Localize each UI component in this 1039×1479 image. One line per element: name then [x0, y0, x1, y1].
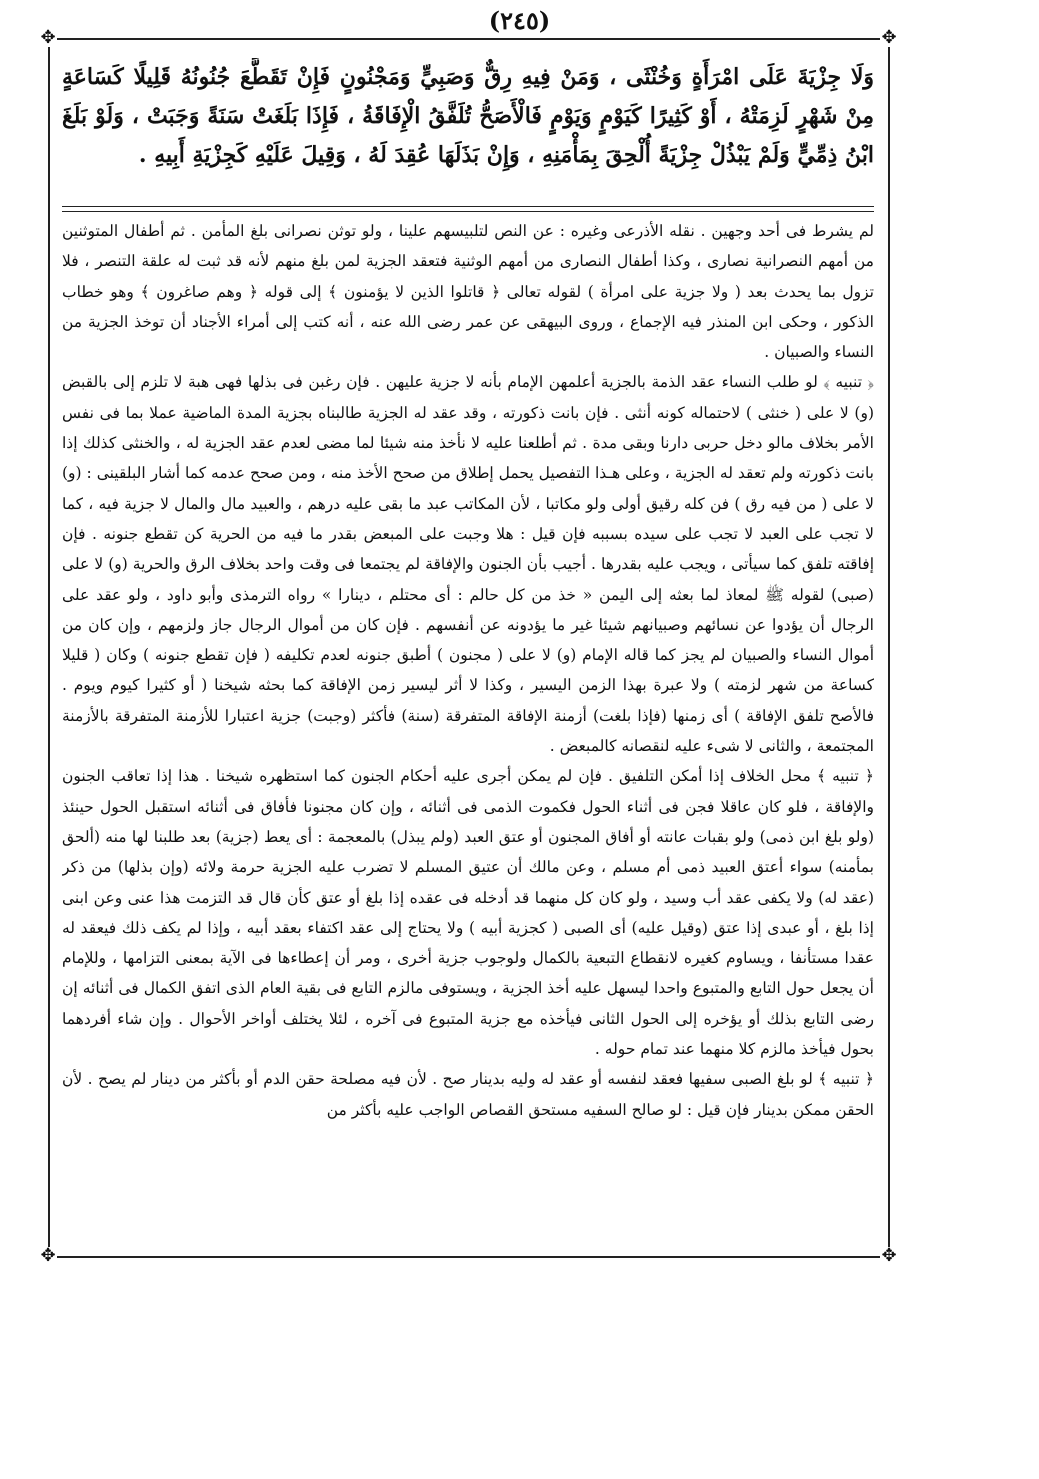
- corner-ornament-icon: ✥: [881, 1245, 897, 1266]
- section-divider: [62, 206, 874, 212]
- corner-ornament-icon: ✥: [40, 1245, 56, 1266]
- page-number: (٢٤٥): [488, 6, 551, 35]
- commentary-paragraph: ﴿ تنبيه ﴾ لو طلب النساء عقد الذمة بالجزية أعلمهن الإمام بأنه لا جزية عليهن . فإن رغبن فى بذلها فهى هبة لا تلزم إلى بالقبض (و) لا على ( خنثى ) لاحتماله كونه أنثى . فإن بانت ذكورته ، وقد عقد له الجزية طالبناه بجزية المدة الماضية عملا بما فى نفس الأمر بخلاف مالو دخل حربى دارنا وبقى مدة . ثم أطلعنا عليه لا نأخذ منه شيئا لما مضى لعدم عقد الجزية له ، والخنثى كذلك إذا بانت ذكورته ولم تعقد له الجزية ، وعلى هـذا التفصيل يحمل إطلاق من صحح الأخذ منه ، ومن صحح عدمه كما أشار البلقينى : (و) لا على ( من فيه رق ) فن كله رقيق أولى ولو مكاتبا ، لأن المكاتب عبد ما بقى عليه درهم ، والعبيد مال والمال لا جزية فيه ، كما لا تجب على العبد لا تجب على سيده بسببه فإن قيل : هلا وجبت على المبعض بقدر ما فيه من الحرية كن تقطع جنونه . فإن إفاقته تلفق كما سيأتى ، ويجب عليه بقدرها . أجيب بأن الجنون والإفاقة لم يجتمعا فى وقت واحد بخلاف الرق والحرية (و) لا على (صبى) لقوله ﷺ لمعاذ لما بعثه إلى اليمن « خذ من كل حالم : أى محتلم ، دينارا » رواه الترمذى وأبو داود ، ولو عقد على الرجال أن يؤدوا عن نسائهم وصبيانهم شيئا غير ما يؤدونه عن أنفسهم . فإن كان من أموال الرجال جاز ولزمهم ، وإن كان من أموال النساء والصبيان لم يجز كما قاله الإمام (و) لا على ( مجنون ) أطبق جنونه لعدم تكليفه ( فإن تقطع جنونه ) وكان ( قليلا كساعة من شهر لزمته ) ولا عبرة بهذا الزمن اليسير ، وكذا لا أثر ليسير زمن الإفاقة كما بحثه شيخنا ( أو كثيرا كيوم ويوم . فالأصح تلفق الإفاقة ) أى زمنها (فإذا بلغت) أزمنة الإفاقة المتفرقة (سنة) فأكثر (وجبت) جزية اعتبارا للأزمنة المتفرقة بالأزمنة المجتمعة ، والثانى لا شىء عليه لنقصانه كالمبعض .: [62, 373, 874, 756]
- commentary-paragraph: ﴿ تنبيه ﴾ لو بلغ الصبى سفيها فعقد لنفسه أو عقد له وليه بدينار صح . لأن فيه مصلحة حقن الدم أو بأكثر من دينار لم يصح . لأن الحقن ممكن بدينار فإن قيل : لو صالح السفيه مستحق القصاص الواجب عليه بأكثر من: [62, 1070, 874, 1119]
- frame-top-rule: [48, 38, 890, 40]
- commentary: [62, 216, 874, 1250]
- commentary-paragraph: لم يشرط فى أحد وجهين . نقله الأذرعى وغيره : عن النص لتلبيسهم علينا ، ولو توثن نصرانى بلغ المأمن . ثم أطفال المتوثنين من أمهم النصرانية نصارى ، وكذا أطفال النصارى من أمهم الوثنية فتعقد الجزية لمن بلغ منهم لأنه قد ثبت له علقة التنصر ، فلا تزول بما يحدث بعد ( ولا جزية على امرأة ) لقوله تعالى ﴿ قاتلوا الذين لا يؤمنون ﴾ إلى قوله ﴿ وهم صاغرون ﴾ وهو خطاب الذكور ، وحكى ابن المنذر فيه الإجماع ، وروى البيهقى عن عمر رضى الله عنه ، أنه كتب إلى أمراء الأجناد أن توخذ الجزية من النساء والصبيان .: [62, 222, 874, 362]
- corner-ornament-icon: ✥: [881, 27, 897, 48]
- main-text: وَلَا جِزْيَةَ عَلَى امْرَأَةٍ وَخُنْثَى ، وَمَنْ فِيهِ رِقٌّ وَصَبِيٍّ وَمَجْنُونٍ فَإِنْ تَقَطَّعَ جُنُونُهُ قَلِيلًا كَسَاعَةٍ مِنْ شَهْرٍ لَزِمَتْهُ ، أَوْ كَثِيرًا كَيَوْمٍ وَيَوْمٍ فَالْأَصَحُّ تُلَفَّقُ الْإِفَاقَةُ ، فَإِذَا بَلَغَتْ سَنَةً وَجَبَتْ ، وَلَوْ بَلَغَ ابْنُ ذِمِّيٍّ وَلَمْ يَبْذُلْ جِزْيَةً أُلْحِقَ بِمَأْمَنِهِ ، وَإِنْ بَذَلَهَا عُقِدَ لَهُ ، وَقِيلَ عَلَيْهِ كَجِزْيَةِ أَبِيهِ .: [62, 64, 874, 168]
- commentary-paragraph: ﴿ تنبيه ﴾ محل الخلاف إذا أمكن التلفيق . فإن لم يمكن أجرى عليه أحكام الجنون كما استظهره شيخنا . هذا إذا تعاقب الجنون والإفاقة ، فلو كان عاقلا فجن فى أثناء الحول فكموت الذمى فى أثنائه ، وإن كان مجنونا فأفاق فى أثنائه استقبل الحول حينئذ (ولو بلغ ابن ذمى) ولو بقبات عانته أو أفاق المجنون أو عتق العبد (ولم يبذل) بالمعجمة : أى يعط (جزية) بعد طلبنا لها منه (ألحق بمأمنه) سواء أعتق العبيد ذمى أم مسلم ، وعن مالك أن عتيق المسلم لا تضرب عليه الجزية حرمة ولائه (وإن بذلها) من ذكر (عقد له) ولا يكفى عقد أب وسيد ، ولو كان كل منهما قد أدخله فى عقده إذا بلغ أو عتق كأن قال قد التزمت هذا عنى وعن ابنى إذا بلغ ، أو عبدى إذا عتق (وقيل عليه) أى الصبى ( كجزية أبيه ) ولا يحتاج إلى عقد اكتفاء بعقد أبيه ، وإذا لم يكف ذلك فيعقد له عقدا مستأنفا ، ويساوم كغيره لانقطاع التبعية بالكمال ولوجوب جزية أخرى ، ومر أن إعطاءها فى الآية بمعنى التزامها ، وللإمام أن يجعل حول التابع والمتبوع واحدا ليسهل عليه أخذ الجزية ، ويستوفى مالزم التابع فى بقية العام الذى اتفق الكمال فى أثنائه إن رضى التابع بذلك أو يؤخره إلى الحول الثانى فيأخذه مع جزية المتبوع فى آخره ، لئلا يختلف أواخر الأحوال . وإن شاء أفردهما بحول فيأخذ مالزم كلا منهما عند تمام حوله .: [62, 767, 874, 1059]
- corner-ornament-icon: ✥: [40, 27, 56, 48]
- frame-bottom-rule: [48, 1256, 890, 1258]
